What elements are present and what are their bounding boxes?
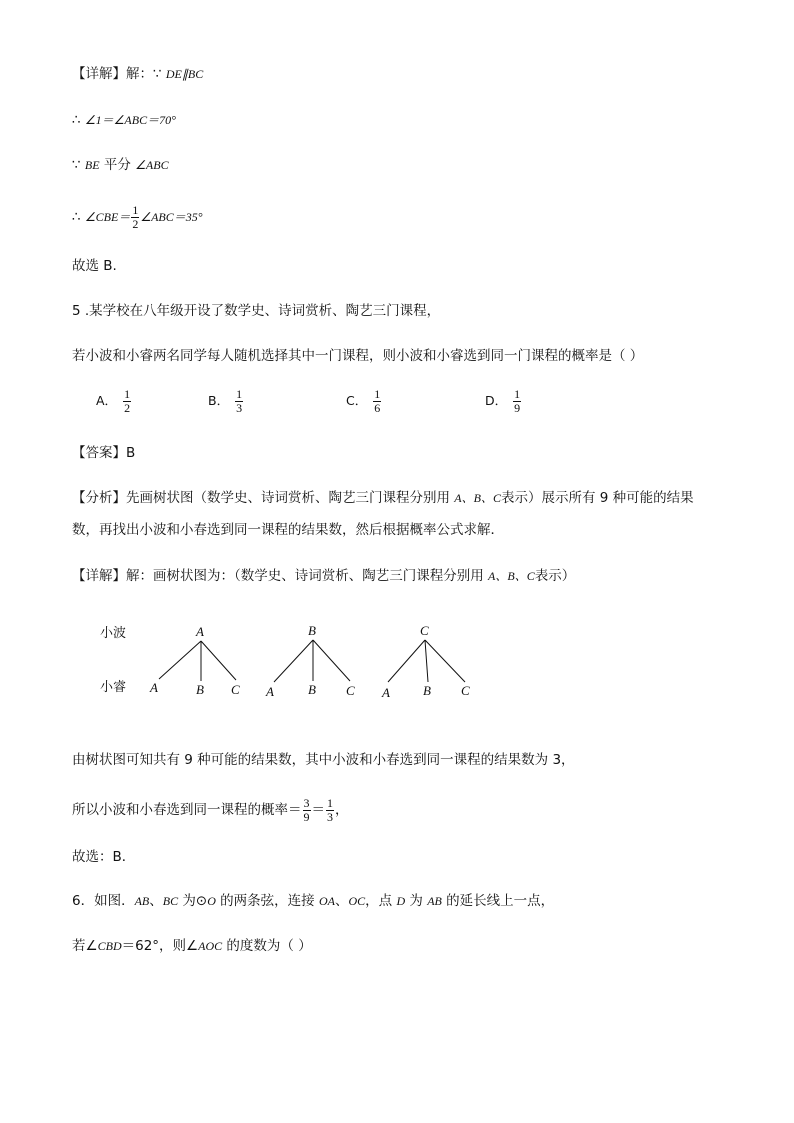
tree-branches: [159, 640, 465, 682]
fraction: $\frac{1}{2}$: [132, 202, 139, 231]
fraction: $\frac{1}{9}$: [514, 387, 521, 415]
branch-a-c: [201, 641, 236, 680]
tree-leaf-c3: C: [461, 683, 470, 698]
fraction: $\frac{1}{2}$: [124, 387, 131, 415]
q6-stem-2: 若∠CBD＝62°，则∠AOC 的度数为（ ）: [72, 938, 312, 954]
branch-b-a: [274, 640, 313, 682]
detail-line-4: ∴ ∠CBE＝ $\frac{1}{2}$ ∠ABC＝35°: [72, 202, 203, 231]
tree-leaf-a1: A: [150, 680, 158, 695]
q5-option-c: C． $\frac{1}{6}$: [346, 387, 381, 415]
tree-row-label-xiaorui: 小睿: [100, 680, 127, 695]
branch-a-a: [159, 641, 201, 679]
fraction: $\frac{1}{3}$: [327, 795, 333, 824]
branch-c-a: [388, 640, 425, 682]
q5-analysis-line-1: 【分析】先画树状图（数学史、诗词赏析、陶艺三门课程分别用 A、B、C表示）展示所有 9 种可能的结果: [72, 490, 694, 506]
q5-option-a: A． $\frac{1}{2}$: [96, 387, 131, 415]
fraction: $\frac{1}{6}$: [374, 387, 381, 415]
tree-root-c: C: [420, 623, 429, 638]
q5-probability-line: 所以小波和小春选到同一课程的概率＝ $\frac{3}{9}$ ＝ $\frac{1}{3}$ ，: [72, 795, 349, 824]
tree-row-label-xiaobo: 小波: [100, 626, 127, 641]
analysis-tag: 【分析】: [72, 490, 126, 506]
tree-leaf-c1: C: [231, 682, 240, 697]
q5-detail-line: 【详解】解：画树状图为：（数学史、诗词赏析、陶艺三门课程分别用 A、B、C表示）: [72, 568, 576, 584]
branch-b-c: [313, 640, 350, 681]
detail-line-2: ∴ ∠1＝∠ABC＝70°: [72, 112, 176, 128]
detail-tag: 【详解】: [72, 66, 126, 82]
q6-stem-1: 6．如图．AB、BC 为⊙O 的两条弦，连接 OA、OC，点 D 为 AB 的延长线上一点，: [72, 893, 555, 909]
tree-leaf-c2: C: [346, 683, 355, 698]
tree-leaf-a3: A: [382, 685, 390, 700]
tree-leaf-a2: A: [266, 684, 274, 699]
detail-conclusion: 故选 B.: [72, 258, 117, 274]
q5-answer: 【答案】B: [72, 445, 136, 461]
detail-line-3: ∵ BE 平分 ∠ABC: [72, 157, 169, 173]
q5-result-line: 由树状图可知共有 9 种可能的结果数，其中小波和小春选到同一课程的结果数为 3，: [72, 752, 575, 768]
tree-root-a: A: [196, 624, 204, 639]
q5-conclusion: 故选：B．: [72, 849, 136, 865]
tree-root-b: B: [308, 623, 316, 638]
fraction: $\frac{3}{9}$: [303, 795, 310, 824]
branch-c-c: [425, 640, 465, 682]
answer-tag: 【答案】: [72, 445, 126, 461]
detail-line-1: 【详解】解：∵ DE∥BC: [72, 66, 204, 82]
tree-leaf-b2: B: [308, 682, 316, 697]
tree-leaf-b1: B: [196, 682, 204, 697]
q5-option-b: B． $\frac{1}{3}$: [208, 387, 243, 415]
q5-stem-1: 5 .某学校在八年级开设了数学史、诗词赏析、陶艺三门课程，: [72, 303, 441, 319]
tree-leaf-b3: B: [423, 683, 431, 698]
q5-analysis-line-2: 数，再找出小波和小春选到同一课程的结果数，然后根据概率公式求解．: [72, 522, 504, 538]
detail-tag: 【详解】: [72, 568, 126, 584]
q5-option-d: D． $\frac{1}{9}$: [485, 387, 521, 415]
fraction: $\frac{1}{3}$: [236, 387, 243, 415]
q5-stem-2: 若小波和小睿两名同学每人随机选择其中一门课程，则小波和小睿选到同一门课程的概率是（ ）: [72, 348, 644, 364]
branch-c-b: [425, 640, 428, 682]
